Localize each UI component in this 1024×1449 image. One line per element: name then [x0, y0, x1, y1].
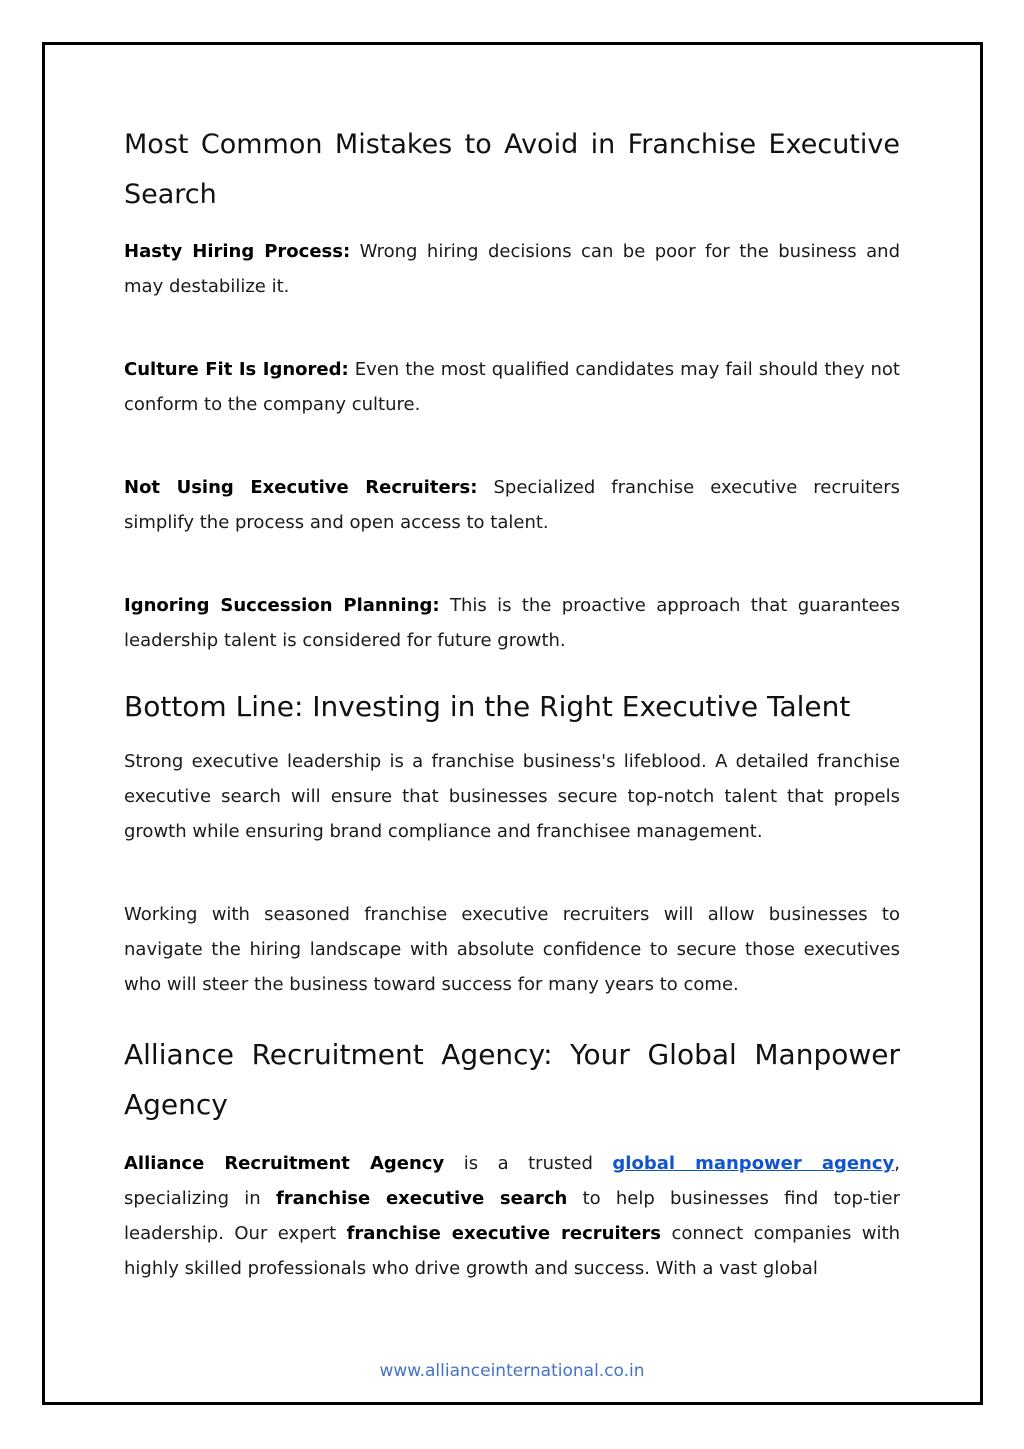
alliance-intro-text-4: connect companies with highly skilled professionals who drive growth and success. With a vast global — [124, 1223, 900, 1279]
alliance-intro-text-3: to help businesses find top-tier leadership. Our expert — [124, 1188, 901, 1244]
franchise-executive-search-bold: franchise executive search — [275, 1188, 568, 1209]
paragraph-succession-planning — [124, 588, 900, 658]
succession-planning-text: This is the proactive approach that guarantees leadership talent is considered for future growth. — [124, 595, 900, 651]
paragraph-not-using-recruiters — [124, 470, 900, 540]
paragraph-alliance-intro — [124, 1146, 900, 1286]
alliance-agency-bold: Alliance Recruitment Agency — [124, 1153, 445, 1174]
culture-fit-lead: Culture Fit Is Ignored: — [124, 359, 349, 380]
hasty-hiring-lead: Hasty Hiring Process: — [124, 241, 351, 262]
page-title: Most Common Mistakes to Avoid in Franchise Executive Search — [124, 129, 900, 210]
franchise-executive-recruiters-bold: franchise executive recruiters — [346, 1223, 662, 1244]
heading-alliance-agency: Alliance Recruitment Agency: Your Global Manpower Agency — [124, 1038, 900, 1121]
alliance-intro-text-1: is a trusted — [444, 1153, 613, 1174]
not-using-recruiters-text: Specialized franchise executive recruiters simplify the process and open access to talent. — [124, 477, 900, 533]
succession-planning-lead: Ignoring Succession Planning: — [124, 595, 440, 616]
alliance-intro-text-2: , specializing in — [124, 1153, 901, 1209]
paragraph-seasoned-recruiters: Working with seasoned franchise executive recruiters will allow businesses to navigate the hiring landscape with absolute confidence to secure those executives who will steer the business toward success for many years to come. — [124, 904, 900, 995]
paragraph-leadership-lifeblood: Strong executive leadership is a franchise business's lifeblood. A detailed franchise executive search will ensure that businesses secure top-notch talent that propels growth while ensuring brand compliance and franchisee management. — [124, 751, 900, 842]
heading-bottom-line: Bottom Line: Investing in the Right Executive Talent — [124, 690, 851, 723]
page-footer — [124, 1360, 900, 1382]
page-content — [124, 120, 900, 1382]
culture-fit-text: Even the most qualified candidates may fail should they not conform to the company culture. — [124, 359, 900, 415]
hasty-hiring-text: Wrong hiring decisions can be poor for the business and may destabilize it. — [124, 241, 900, 297]
not-using-recruiters-lead: Not Using Executive Recruiters: — [124, 477, 478, 498]
paragraph-culture-fit — [124, 352, 900, 422]
global-manpower-agency-link[interactable]: global manpower agency — [612, 1153, 895, 1174]
footer-url-link[interactable]: www.allianceinternational.co.in — [379, 1361, 645, 1381]
paragraph-hasty-hiring — [124, 234, 900, 304]
